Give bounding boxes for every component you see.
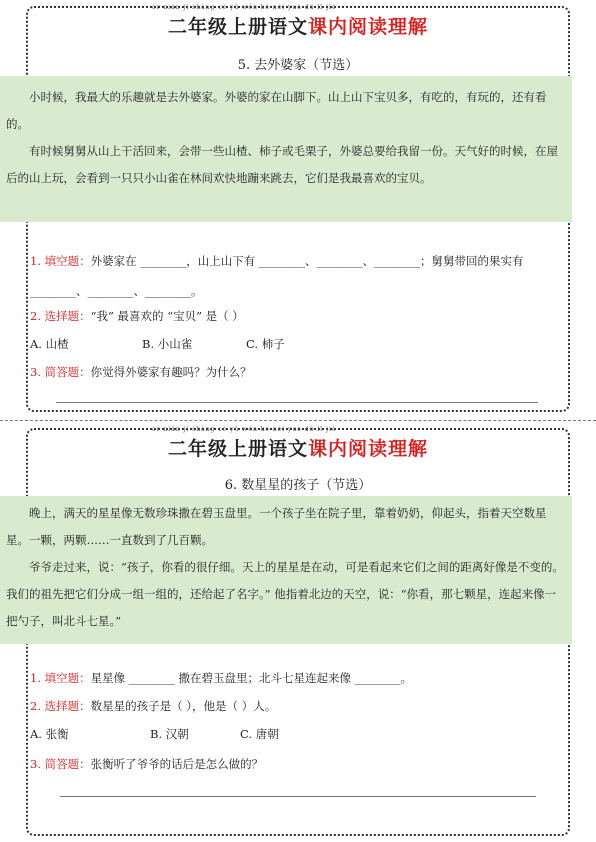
option-b[interactable]: B. 小山雀	[142, 337, 193, 351]
passage-paragraph: 有时候舅舅从山上干活回来，会带一些山楂、柿子或毛栗子，外婆总要给我留一份。天气好的时候，在屋后的山上玩，会看到一只只小山雀在林间欢快地蹦来跳去，它们是我最喜欢的宝贝。	[6, 144, 558, 185]
lesson-subtitle-2: 6. 数星星的孩子（节选）	[224, 478, 372, 493]
question-text: 张衡听了爷爷的话后是怎么做的？	[90, 757, 264, 771]
title-black-1: 二年级上册语文	[167, 16, 308, 38]
answer-line[interactable]	[60, 796, 536, 797]
question-short-1	[0, 362, 572, 382]
question-fill-1	[0, 246, 572, 306]
passage-paragraph: 晚上，满天的星星像无数珍珠撒在碧玉盘里。一个孩子坐在院子里，靠着奶奶，仰起头，指着天空数星星。一颗，两颗……一直数到了几百颗。	[6, 506, 547, 547]
question-text: 外婆家在 ________，山上山下有 ________、________、________；舅舅带回的果实有 ________、________、________。	[30, 254, 524, 298]
option-a[interactable]: A. 张衡	[30, 727, 69, 741]
question-tag: 2. 选择题：	[30, 699, 91, 713]
passage-paragraph: 爷爷走过来，说：“孩子，你看的很仔细。天上的星星是在动，可是看起来它们之间的距离好像是不变的。我们的祖先把它们分成一组一组的，还给起了名字。” 他指着北边的天空，说：“你看，那七颗星，连起来像一把勺子，叫北斗七星。”	[6, 560, 564, 628]
option-b[interactable]: B. 汉朝	[150, 727, 189, 741]
title-red-1: 课内阅读理解	[308, 16, 429, 38]
option-a[interactable]: A. 山楂	[30, 337, 69, 351]
passage-box-2	[0, 496, 572, 644]
question-text: 你觉得外婆家有趣吗？为什么？	[90, 365, 252, 379]
lesson-subtitle-1: 5. 去外婆家（节选）	[237, 58, 359, 73]
title-red-2: 课内阅读理解	[308, 438, 429, 460]
answer-line[interactable]	[56, 402, 538, 403]
question-short-2	[0, 754, 572, 774]
question-choice-2	[0, 696, 572, 716]
question-tag: 1. 填空题：	[30, 671, 91, 685]
title-pinyin-1: èr nián jí shàng cè yǔ wén kè nèi yuè dú lǐ jiě	[152, 4, 337, 11]
title-black-2: 二年级上册语文	[167, 438, 308, 460]
question-tag: 1. 填空题：	[30, 254, 91, 268]
question-text: 星星像 ________ 撒在碧玉盘里；北斗七星连起来像 ________。	[90, 671, 413, 685]
title-pinyin-2: èr nián jí shàng cè yǔ wén kè nèi yuè dú lǐ jiě	[152, 426, 337, 433]
worksheet-title-2	[0, 434, 596, 461]
option-c[interactable]: C. 唐朝	[240, 727, 279, 741]
worksheet-title-1	[0, 12, 596, 39]
passage-box-1	[0, 76, 572, 222]
question-tag: 3. 简答题：	[30, 365, 91, 379]
question-text: “我” 最喜欢的 “宝贝” 是（ ）	[90, 309, 244, 323]
passage-paragraph: 小时候，我最大的乐趣就是去外婆家。外婆的家在山脚下。山上山下宝贝多，有吃的，有玩的，还有看的。	[6, 90, 547, 131]
question-fill-2	[0, 668, 572, 688]
question-text: 数星星的孩子是（ ），他是（ ）人。	[90, 699, 277, 713]
option-c[interactable]: C. 柿子	[246, 337, 285, 351]
question-choice-1	[0, 306, 572, 326]
cut-line	[0, 420, 596, 421]
question-tag: 3. 简答题：	[30, 757, 91, 771]
question-tag: 2. 选择题：	[30, 309, 91, 323]
